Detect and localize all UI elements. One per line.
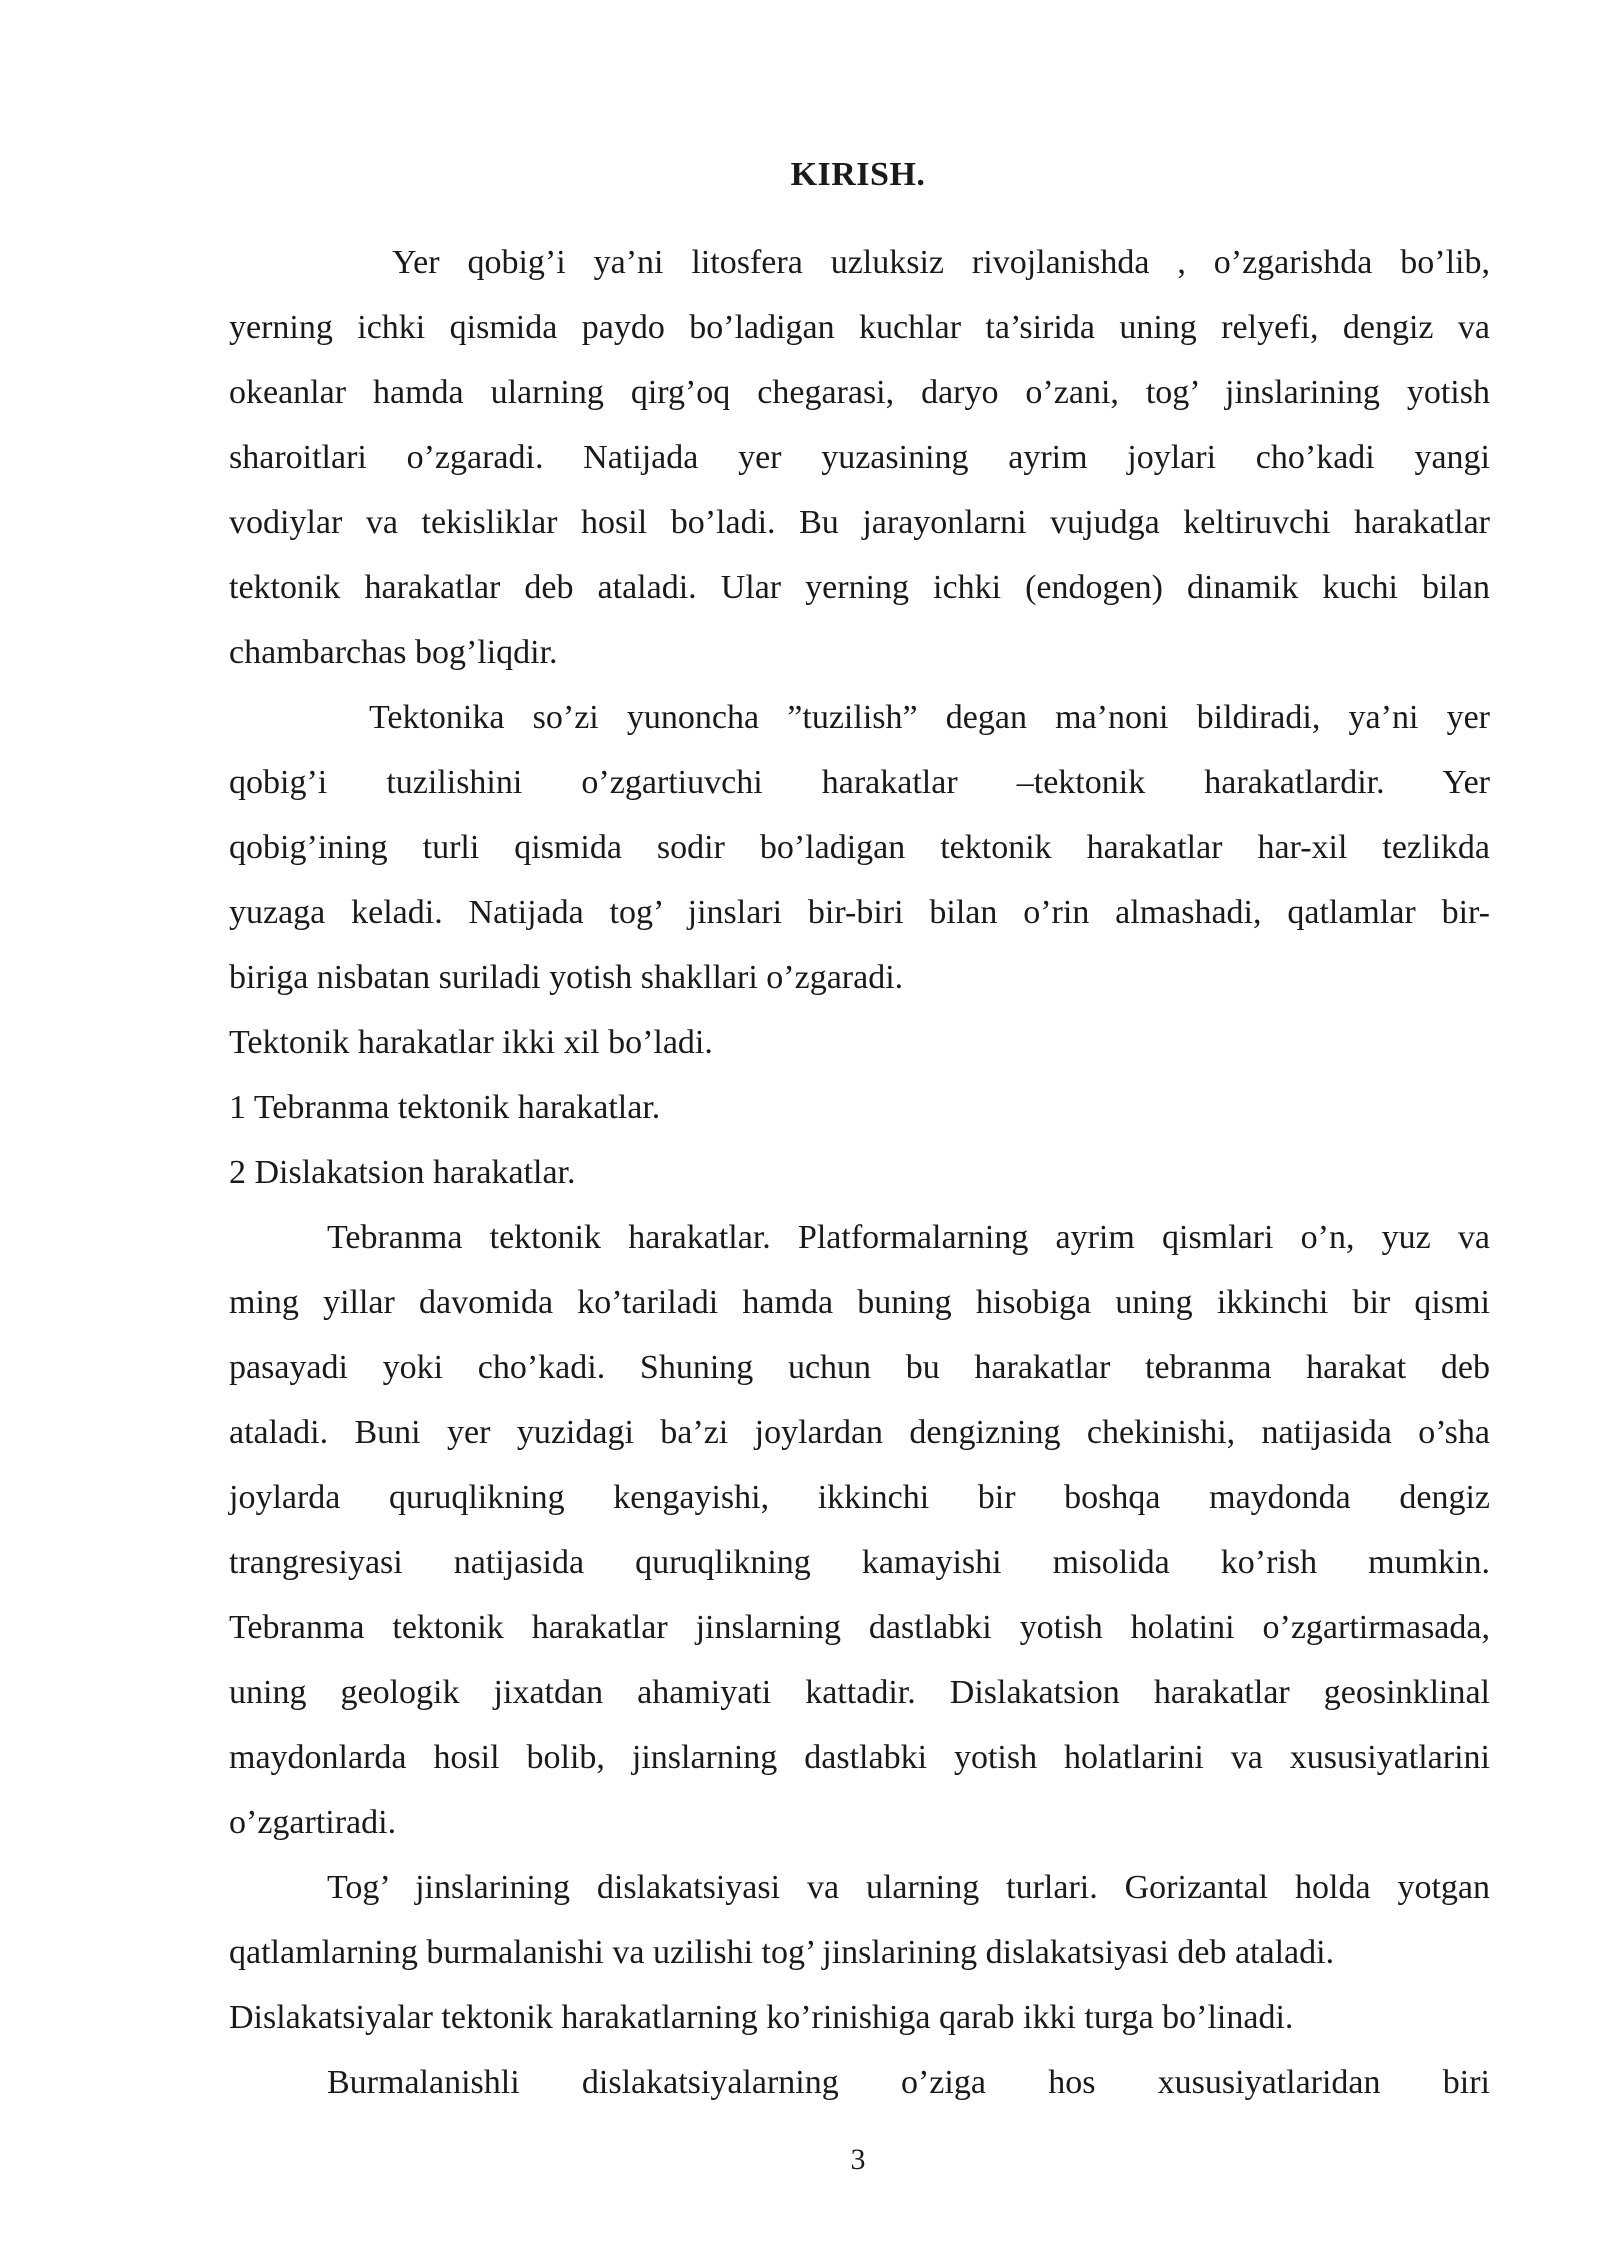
text-line: Tektonik harakatlar ikki xil bo’ladi. [229,1024,713,1061]
text-line: qobig’i tuzilishini o’zgartiuvchi harakatlar –tektonik harakatlardir. Yer [229,764,1490,801]
page-title: KIRISH. [790,156,926,193]
text-line: ataladi. Buni yer yuzidagi ba’zi joylardan dengizning chekinishi, natijasida o’sha [229,1414,1490,1451]
text-line: qatlamlarning burmalanishi va uzilishi tog’ jinslarining dislakatsiyasi deb ataladi. [229,1934,1335,1971]
text-line: yerning ichki qismida paydo bo’ladigan kuchlar ta’sirida uning relyefi, dengiz va [229,309,1490,346]
text-line: chambarchas bog’liqdir. [229,634,558,671]
page-number: 3 [850,2143,866,2176]
text-line: trangresiyasi natijasida quruqlikning kamayishi misolida ko’rish mumkin. [229,1544,1490,1581]
text-line: okeanlar hamda ularning qirg’oq chegarasi, daryo o’zani, tog’ jinslarining yotish [229,374,1490,411]
text-line: uning geologik jixatdan ahamiyati kattadir. Dislakatsion harakatlar geosinklinal [229,1674,1490,1711]
text-line: Tebranma tektonik harakatlar jinslarning dastlabki yotish holatini o’zgartirmasada, [229,1609,1490,1646]
text-line: sharoitlari o’zgaradi. Natijada yer yuzasining ayrim joylari cho’kadi yangi [229,439,1490,476]
text-line: Yer qobig’i ya’ni litosfera uzluksiz rivojlanishda , o’zgarishda bo’lib, [392,244,1490,281]
text-line: ming yillar davomida ko’tariladi hamda buning hisobiga uning ikkinchi bir qismi [229,1284,1490,1321]
text-line: o’zgartiradi. [229,1804,397,1841]
text-line: Burmalanishli dislakatsiyalarning o’ziga hos xususiyatlaridan biri [327,2064,1490,2101]
list-item: 2 Dislakatsion harakatlar. [229,1154,576,1191]
text-line: Tektonika so’zi yunoncha ”tuzilish” degan ma’noni bildiradi, ya’ni yer [369,699,1490,736]
text-line: maydonlarda hosil bolib, jinslarning dastlabki yotish holatlarini va xususiyatlarini [229,1739,1490,1776]
text-line: Tog’ jinslarining dislakatsiyasi va ularning turlari. Gorizantal holda yotgan [327,1869,1490,1906]
text-line: Dislakatsiyalar tektonik harakatlarning ko’rinishiga qarab ikki turga bo’linadi. [229,1999,1294,2036]
list-item: 1 Tebranma tektonik harakatlar. [229,1089,661,1126]
text-line: Tebranma tektonik harakatlar. Platformalarning ayrim qismlari o’n, yuz va [327,1219,1490,1256]
text-line: pasayadi yoki cho’kadi. Shuning uchun bu harakatlar tebranma harakat deb [229,1349,1490,1386]
text-line: tektonik harakatlar deb ataladi. Ular yerning ichki (endogen) dinamik kuchi bilan [229,569,1490,606]
text-line: vodiylar va tekisliklar hosil bo’ladi. Bu jarayonlarni vujudga keltiruvchi harakatlar [229,504,1490,541]
text-line: qobig’ining turli qismida sodir bo’ladigan tektonik harakatlar har-xil tezlikda [229,829,1490,866]
text-line: yuzaga keladi. Natijada tog’ jinslari bir-biri bilan o’rin almashadi, qatlamlar bir- [229,894,1490,931]
text-line: joylarda quruqlikning kengayishi, ikkinchi bir boshqa maydonda dengiz [229,1479,1490,1516]
text-line: biriga nisbatan suriladi yotish shakllari o’zgaradi. [229,959,904,996]
